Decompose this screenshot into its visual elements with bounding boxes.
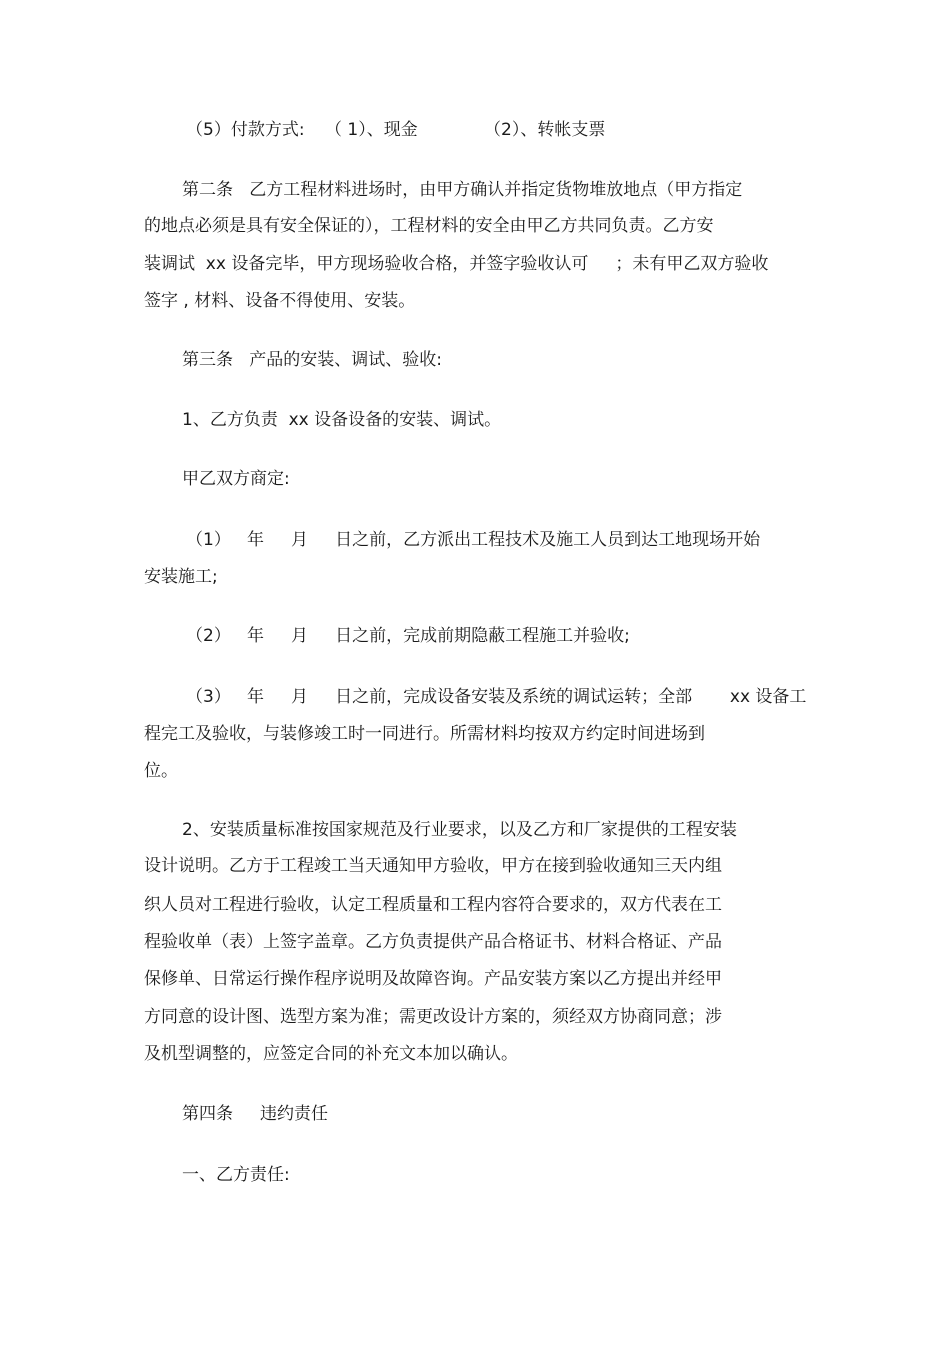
schedule-3-line-1: （3） 年 月 日之前，完成设备安装及系统的调试运转；全部 xx 设备工	[186, 687, 807, 707]
article-3-title: 第三条 产品的安装、调试、验收:	[182, 350, 442, 370]
article-3-item-2-line-1: 2、安装质量标准按国家规范及行业要求，以及乙方和厂家提供的工程安装	[182, 820, 737, 840]
payment-label: （5）付款方式:	[186, 120, 305, 140]
article-2-line-4: 签字 , 材料、设备不得使用、安装。	[144, 291, 416, 311]
article-3-agreement: 甲乙双方商定:	[182, 469, 290, 489]
payment-option-check: （2）、转帐支票	[484, 120, 606, 140]
schedule-3-line-3: 位。	[144, 761, 178, 781]
schedule-1-line-1: （1） 年 月 日之前，乙方派出工程技术及施工人员到达工地现场开始	[186, 530, 761, 550]
article-3-item-2-line-6: 方同意的设计图、选型方案为准；需更改设计方案的，须经双方协商同意；涉	[144, 1007, 722, 1027]
schedule-2: （2） 年 月 日之前，完成前期隐蔽工程施工并验收;	[186, 626, 630, 646]
article-2-line-3: 装调试 xx 设备完毕，甲方现场验收合格，并签字验收认可 ；未有甲乙双方验收	[144, 254, 769, 274]
article-3-item-2-line-3: 织人员对工程进行验收，认定工程质量和工程内容符合要求的，双方代表在工	[144, 895, 722, 915]
article-3-item-2-line-2: 设计说明。乙方于工程竣工当天通知甲方验收，甲方在接到验收通知三天内组	[144, 856, 722, 876]
article-3-item-1: 1、乙方负责 xx 设备设备的安装、调试。	[182, 410, 502, 430]
article-3-item-2-line-7: 及机型调整的，应签定合同的补充文本加以确认。	[144, 1044, 518, 1064]
article-4-title: 第四条 违约责任	[182, 1104, 329, 1124]
payment-option-cash: （ 1）、现金	[325, 120, 418, 140]
schedule-1-line-2: 安装施工;	[144, 567, 218, 587]
article-2-line-2: 的地点必须是具有安全保证的），工程材料的安全由甲乙方共同负责。乙方安	[144, 216, 714, 236]
article-3-item-2-line-4: 程验收单（表）上签字盖章。乙方负责提供产品合格证书、材料合格证、产品	[144, 932, 722, 952]
article-2-line-1: 第二条 乙方工程材料进场时，由甲方确认并指定货物堆放地点（甲方指定	[182, 180, 743, 200]
article-4-sub-1: 一、乙方责任:	[182, 1165, 290, 1185]
schedule-3-line-2: 程完工及验收，与装修竣工时一同进行。所需材料均按双方约定时间进场到	[144, 724, 705, 744]
article-3-item-2-line-5: 保修单、日常运行操作程序说明及故障咨询。产品安装方案以乙方提出并经甲	[144, 969, 722, 989]
